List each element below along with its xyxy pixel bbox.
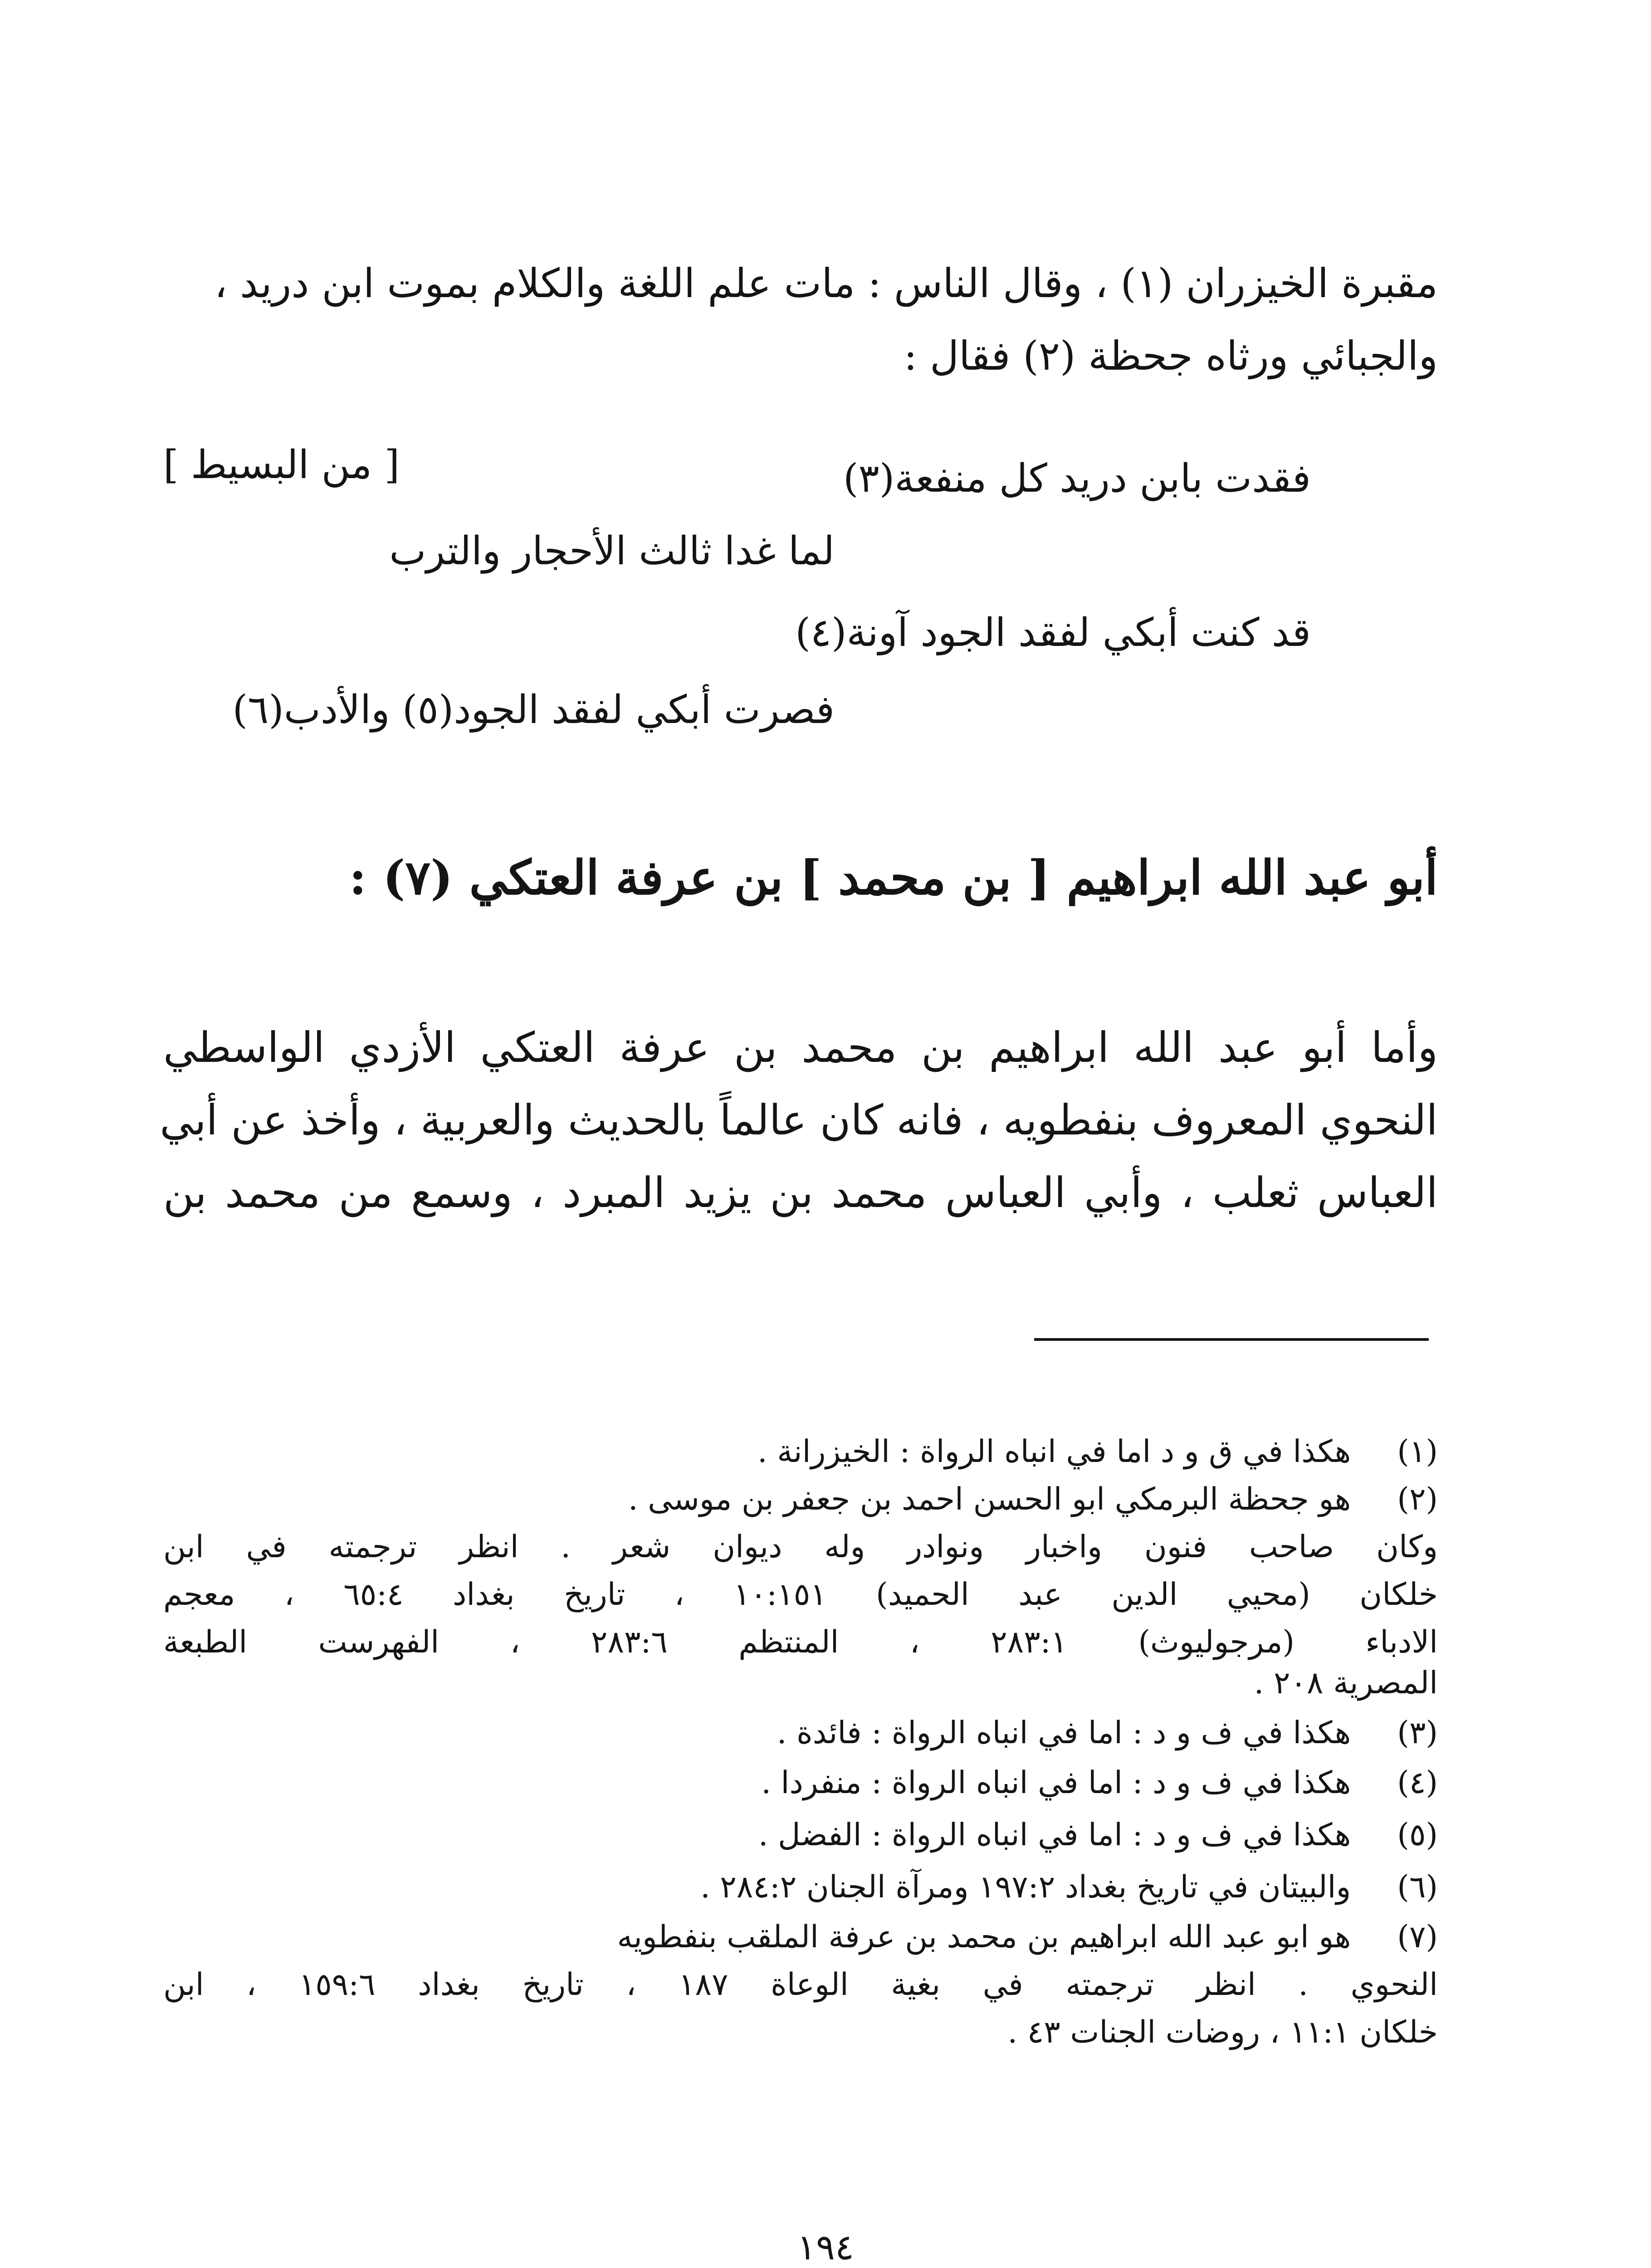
footnote-number: (٧) (1397, 1919, 1438, 1955)
verse-1-first-hemistich: فقدت بابن دريد كل منفعة(٣) (843, 456, 1311, 501)
footnote-6 (700, 1864, 1438, 1911)
footnote-2-continuation-4: المصرية ٢٠٨ . (1254, 1665, 1438, 1701)
footnote-text: هكذا في ق و د اما في انباه الرواة : الخيزرانة . (757, 1434, 1351, 1470)
intro-line-1: مقبرة الخيزران (١) ، وقال الناس : مات علم اللغة والكلام بموت ابن دريد ، (214, 260, 1438, 307)
body-line-2: النحوي المعروف بنفطويه ، فانه كان عالماً بالحديث والعربية ، وأخذ عن أبي (160, 1096, 1438, 1144)
footnote-2-continuation-2: خلكان (محيي الدين عبد الحميد) ١٠:١٥١ ، تاريخ بغداد ٦٥:٤ ، معجم (163, 1577, 1438, 1613)
footnote-number: (٢) (1397, 1481, 1438, 1517)
footnote-separator (1034, 1338, 1429, 1341)
verse-1-second-hemistich: لما غدا ثالث الأحجار والترب (389, 528, 835, 574)
footnote-text: هو ابو عبد الله ابراهيم بن محمد بن عرفة الملقب بنفطويه (617, 1919, 1351, 1955)
footnote-text: والبيتان في تاريخ بغداد ١٩٧:٢ ومرآة الجنان ٢٨٤:٢ . (700, 1869, 1351, 1905)
verse-2-second-hemistich: فصرت أبكي لفقد الجود(٥) والأدب(٦) (232, 687, 835, 733)
footnote-7 (617, 1914, 1438, 1960)
section-heading: أبو عبد الله ابراهيم [ بن محمد ] بن عرفة العتكي (٧) : (349, 850, 1438, 905)
footnote-number: (٦) (1397, 1869, 1438, 1905)
intro-line-2: والجبائي ورثاه جحظة (٢) فقال : (904, 332, 1438, 379)
footnote-number: (٥) (1397, 1817, 1438, 1853)
footnote-1 (757, 1429, 1438, 1475)
footnote-text: هكذا في ف و د : اما في انباه الرواة : الفضل . (758, 1817, 1351, 1853)
footnote-number: (١) (1397, 1434, 1438, 1470)
footnote-2-continuation-3: الادباء (مرجوليوث) ٢٨٣:١ ، المنتظم ٢٨٣:٦ ، الفهرست الطبعة (163, 1624, 1438, 1660)
footnote-number: (٤) (1397, 1765, 1438, 1801)
footnote-2 (628, 1476, 1438, 1523)
body-line-1: وأما أبو عبد الله ابراهيم بن محمد بن عرفة العتكي الأزدي الواسطي (163, 1023, 1438, 1072)
page-number: ١٩٤ (797, 2227, 854, 2268)
footnote-text: هكذا في ف و د : اما في انباه الرواة : منفردا . (761, 1765, 1351, 1801)
footnote-text: هكذا في ف و د : اما في انباه الرواة : فائدة . (777, 1715, 1351, 1751)
footnote-number: (٣) (1397, 1715, 1438, 1751)
footnote-3 (777, 1710, 1438, 1756)
footnote-7-continuation-1: النحوي . انظر ترجمته في بغية الوعاة ١٨٧ ، تاريخ بغداد ١٥٩:٦ ، ابن (163, 1967, 1438, 2003)
footnote-2-continuation-1: وكان صاحب فنون واخبار ونوادر وله ديوان شعر . انظر ترجمته في ابن (163, 1529, 1438, 1565)
verse-2-first-hemistich: قد كنت أبكي لفقد الجود آونة(٤) (795, 610, 1311, 655)
footnote-text: هو جحظة البرمكي ابو الحسن احمد بن جعفر بن موسى . (628, 1481, 1351, 1517)
footnote-7-continuation-2: خلكان ١١:١ ، روضات الجنات ٤٣ . (1007, 2014, 1438, 2050)
poem-meter-label: [ من البسيط ] (163, 442, 400, 488)
body-line-3: العباس ثعلب ، وأبي العباس محمد بن يزيد المبرد ، وسمع من محمد بن (163, 1168, 1438, 1217)
footnote-4 (761, 1760, 1438, 1806)
footnote-5 (758, 1812, 1438, 1858)
